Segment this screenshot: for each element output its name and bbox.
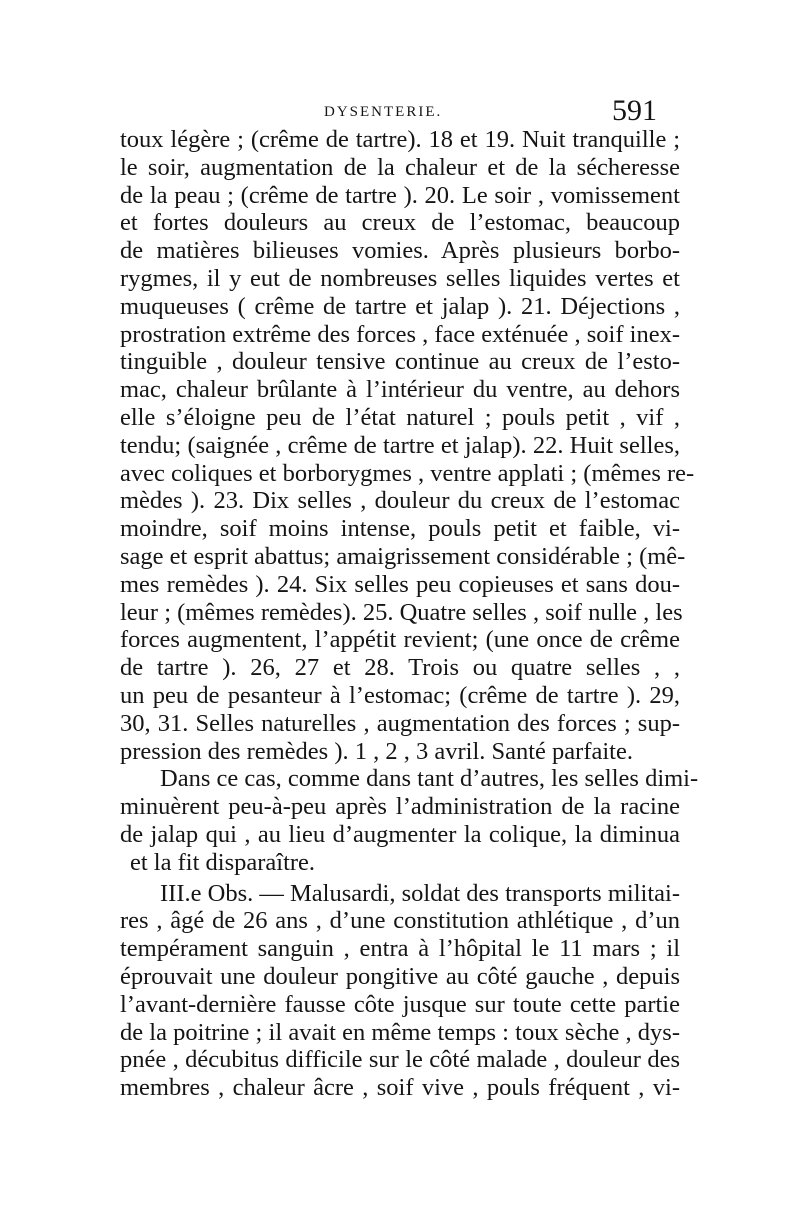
text-line: membres , chaleur âcre , soif vive , pouls fréquent , vi-: [120, 1074, 680, 1102]
text-line: tinguible , douleur tensive continue au creux de l’esto-: [120, 348, 680, 376]
text-line: un peu de pesanteur à l’estomac; (crême de tartre ). 29,: [120, 681, 680, 709]
text-line: éprouvait une douleur pongitive au côté gauche , depuis: [120, 962, 680, 990]
text-line: de tartre ). 26, 27 et 28. Trois ou quatre selles , ,: [120, 654, 680, 682]
text-line: sage et esprit abattus; amaigrissement considérable ; (mê-: [120, 542, 686, 570]
text-line: de jalap qui , au lieu d’augmenter la colique, la diminua: [120, 820, 680, 848]
text-line: toux légère ; (crême de tartre). 18 et 19. Nuit tranquille ;: [120, 126, 680, 153]
text-line: forces augmentent, l’appétit revient; (une once de crême: [120, 626, 680, 654]
text-line: de matières bilieuses vomies. Après plusieurs borbo-: [120, 237, 680, 265]
text-line: tempérament sanguin , entra à l’hôpital le 11 mars ; il: [120, 935, 680, 963]
text-line: rygmes, il y eut de nombreuses selles liquides vertes et: [120, 264, 680, 292]
text-line: pnée , décubitus difficile sur le côté malade , douleur des: [120, 1046, 680, 1074]
text-line: avec coliques et borborygmes , ventre applati ; (mêmes re-: [120, 459, 695, 487]
page-number: 591: [612, 94, 657, 127]
text-line: res , âgé de 26 ans , d’une constitution athlétique , d’un: [120, 907, 680, 935]
text-line: de la peau ; (crême de tartre ). 20. Le soir , vomissement: [120, 181, 680, 209]
text-line: elle s’éloigne peu de l’état naturel ; pouls petit , vif ,: [120, 403, 680, 431]
text-line: le soir, augmentation de la chaleur et de la sécheresse: [120, 153, 680, 181]
text-line: et fortes douleurs au creux de l’estomac, beaucoup: [120, 209, 680, 237]
text-line: mes remèdes ). 24. Six selles peu copieuses et sans dou-: [120, 570, 680, 598]
text-line: mac, chaleur brûlante à l’intérieur du ventre, au dehors: [120, 376, 680, 404]
text-line: prostration extrême des forces , face exténuée , soif inex-: [120, 320, 680, 348]
running-title: DYSENTERIE.: [324, 104, 443, 120]
text-line: mèdes ). 23. Dix selles , douleur du creux de l’estomac: [120, 487, 680, 515]
text-line: 30, 31. Selles naturelles , augmentation des forces ; sup-: [120, 709, 680, 737]
text-line: moindre, soif moins intense, pouls petit et faible, vi-: [120, 515, 680, 543]
text-line: tendu; (saignée , crême de tartre et jalap). 22. Huit selles,: [120, 431, 680, 459]
paragraph-end-line: et la fit disparaître.: [130, 848, 316, 876]
paragraph-start-line: Dans ce cas, comme dans tant d’autres, les selles dimi-: [160, 765, 699, 793]
text-line: leur ; (mêmes remèdes). 25. Quatre selles , soif nulle , les: [120, 598, 683, 626]
observation-heading-line: III.e Obs. — Malusardi, soldat des transports militai-: [160, 879, 680, 907]
body-text: [120, 126, 699, 1102]
paragraph-end-line: pression des remèdes ). 1 , 2 , 3 avril. Santé parfaite.: [120, 737, 633, 765]
text-line: minuèrent peu-à-peu après l’administration de la racine: [120, 793, 680, 821]
text-line: muqueuses ( crême de tartre et jalap ). 21. Déjections ,: [120, 292, 680, 320]
text-line: l’avant-dernière fausse côte jusque sur toute cette partie: [120, 990, 680, 1018]
text-line: de la poitrine ; il avait en même temps : toux sèche , dys-: [120, 1018, 680, 1046]
